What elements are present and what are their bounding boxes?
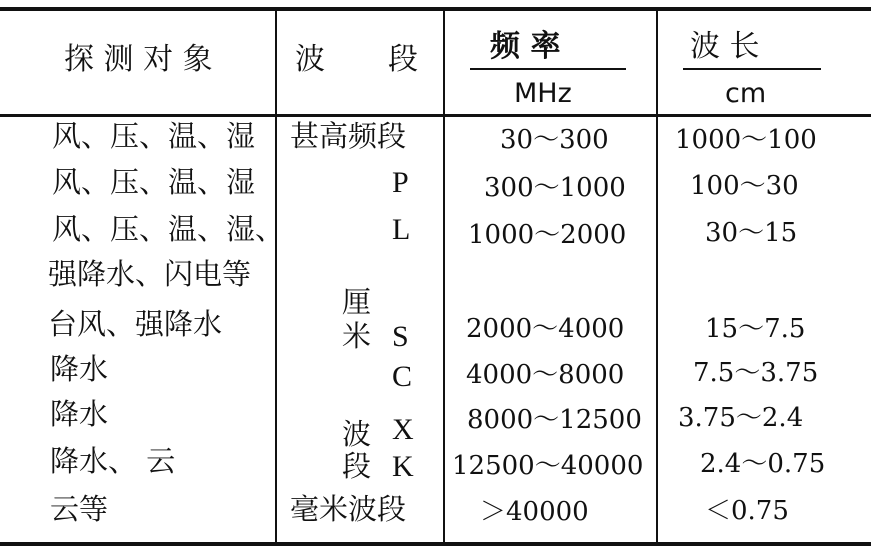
row-frequency: ＞40000 <box>480 497 589 527</box>
wavelength-header-underline <box>683 68 821 70</box>
table-bottom-rule <box>0 542 871 546</box>
row-wavelength: 30～15 <box>705 218 798 248</box>
group-label-char: 厘 <box>342 285 372 319</box>
header-target: 探 测 对 象 <box>64 42 213 77</box>
row-band: X <box>392 413 414 446</box>
row-target: 风、压、温、湿 <box>52 165 256 199</box>
group-label-char: 米 <box>342 319 372 353</box>
row-frequency: 4000～8000 <box>466 360 625 390</box>
row-frequency: 30～300 <box>500 125 609 155</box>
frequency-header-underline <box>470 68 626 70</box>
header-frequency: 频 率 <box>490 29 561 64</box>
row-wavelength: 1000～100 <box>675 125 817 155</box>
row-target: 强降水、闪电等 <box>48 257 252 291</box>
row-band: K <box>392 450 414 483</box>
row-frequency: 300～1000 <box>484 173 626 203</box>
row-band: C <box>392 360 413 393</box>
row-band: L <box>392 213 411 246</box>
row-frequency: 2000～4000 <box>466 314 625 344</box>
row-target: 降水、 云 <box>50 444 176 478</box>
row-band: S <box>392 320 409 353</box>
row-target: 台风、强降水 <box>48 307 223 341</box>
header-band-left: 波 <box>295 42 325 77</box>
row-frequency: 1000～2000 <box>468 220 627 250</box>
column-divider <box>275 11 277 542</box>
row-frequency: 12500～40000 <box>452 451 644 481</box>
row-band: 甚高频段 <box>290 119 407 153</box>
header-frequency-unit: MHz <box>514 78 572 109</box>
row-band: 毫米波段 <box>290 492 407 526</box>
row-wavelength: 2.4～0.75 <box>700 449 826 479</box>
row-target: 风、压、温、湿、 <box>52 212 285 246</box>
row-frequency: 8000～12500 <box>467 405 642 435</box>
table-header-rule <box>0 114 871 117</box>
row-target: 降水 <box>50 352 109 386</box>
header-wavelength-unit: cm <box>725 78 767 109</box>
header-wavelength: 波 长 <box>690 29 760 64</box>
table-top-rule <box>0 7 871 11</box>
row-wavelength: 3.75～2.4 <box>678 403 804 433</box>
group-label-char: 波 <box>342 417 372 451</box>
row-target: 风、压、温、湿 <box>52 119 256 153</box>
row-target: 降水 <box>50 397 109 431</box>
header-band-right: 段 <box>388 42 418 77</box>
row-wavelength: 15～7.5 <box>705 314 806 344</box>
group-label-char: 段 <box>342 449 372 483</box>
row-wavelength: 100～30 <box>690 171 799 201</box>
row-target: 云等 <box>50 492 109 526</box>
row-wavelength: 7.5～3.75 <box>693 358 819 388</box>
column-divider <box>656 11 658 542</box>
row-wavelength: ＜0.75 <box>705 496 789 526</box>
row-band: P <box>392 166 409 199</box>
column-divider <box>443 11 445 542</box>
